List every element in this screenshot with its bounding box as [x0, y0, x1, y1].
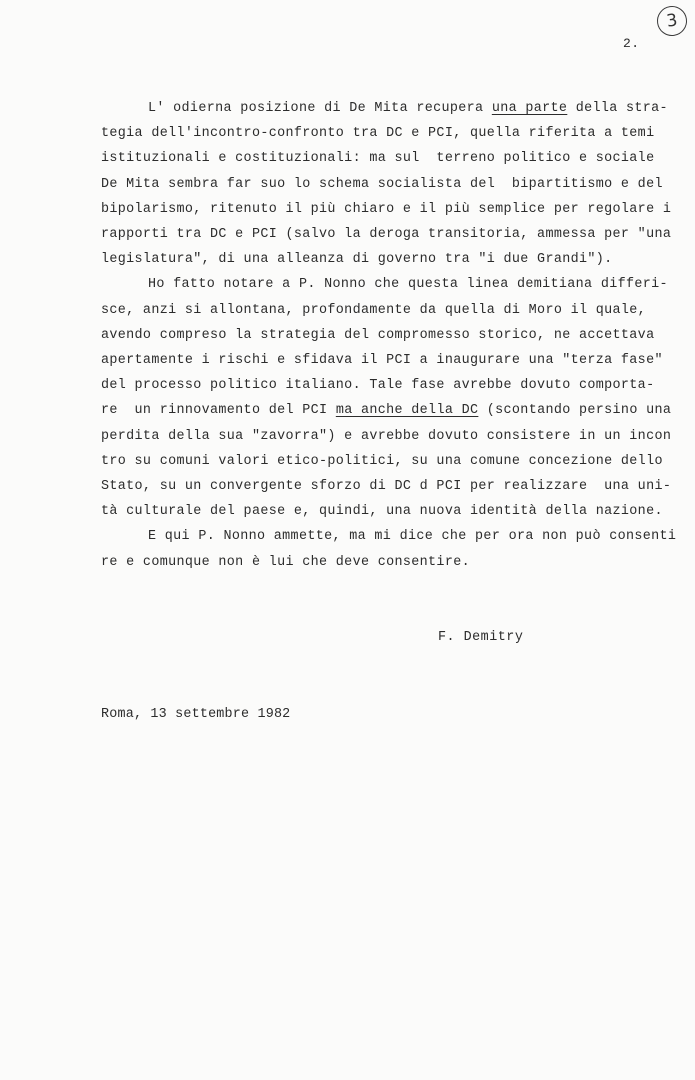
text-line — [101, 201, 671, 219]
text-line — [101, 377, 654, 395]
text-segment: del processo politico italiano. Tale fase avrebbe dovuto comporta- — [101, 378, 655, 394]
text-line — [101, 125, 654, 143]
text-segment: (scontando persino una — [478, 403, 672, 419]
text-segment: L' odierna posizione di De Mita recupera — [148, 101, 492, 116]
text-line — [101, 251, 613, 269]
text-line — [101, 327, 654, 345]
text-line — [101, 176, 663, 194]
text-segment: E qui P. Nonno ammette, ma mi dice che per ora non può consenti — [148, 529, 677, 545]
text-line — [148, 276, 668, 294]
circled-page-marker — [655, 4, 689, 38]
dateline: Roma, 13 settembre 1982 — [101, 707, 291, 722]
text-segment: legislatura", di una alleanza di governo tra "i due Grandi"). — [101, 252, 613, 268]
text-segment: re un rinnovamento del PCI — [101, 403, 336, 419]
text-segment: re e comunque non è lui che deve consentire. — [101, 554, 470, 570]
underlined-text: una parte — [491, 101, 568, 116]
text-line — [101, 453, 663, 471]
text-segment: tà culturale del paese e, quindi, una nuova identità della nazione. — [101, 504, 663, 520]
text-segment: avendo compreso la strategia del compromesso storico, ne accettava — [101, 327, 655, 343]
text-line — [148, 528, 676, 546]
text-line — [101, 226, 671, 244]
text-segment: tegia dell'incontro-confronto tra DC e PCI, quella riferita a temi — [101, 126, 655, 142]
text-line — [101, 478, 671, 496]
text-segment: della stra- — [567, 101, 668, 116]
text-segment: De Mita sembra far suo lo schema socialista del bipartitismo e del — [101, 176, 663, 192]
text-segment: rapporti tra DC e PCI (salvo la deroga transitoria, ammessa per "una — [101, 227, 672, 242]
text-line — [101, 428, 671, 446]
text-segment: Ho fatto notare a P. Nonno che questa linea demitiana differi- — [148, 277, 668, 293]
text-segment: istituzionali e costituzionali: ma sul terreno politico e sociale — [101, 151, 655, 167]
text-line — [101, 352, 663, 370]
signature: F. Demitry — [438, 630, 524, 645]
text-segment: Stato, su un convergente sforzo di DC d PCI per realizzare una uni- — [101, 479, 672, 494]
text-line — [101, 503, 663, 521]
text-segment: bipolarismo, ritenuto il più chiaro e il più semplice per regolare i — [101, 201, 672, 217]
text-line — [101, 150, 654, 168]
underlined-text: ma anche della DC — [335, 403, 479, 419]
text-line — [101, 302, 646, 320]
page-number: 2. — [623, 36, 640, 51]
text-line — [101, 402, 671, 420]
text-line — [101, 554, 470, 572]
text-segment: sce, anzi si allontana, profondamente da quella di Moro il quale, — [101, 302, 647, 318]
circled-page-marker-text: 3 — [665, 10, 679, 32]
text-segment: tro su comuni valori etico-politici, su una comune concezione dello — [101, 453, 663, 469]
text-segment: apertamente i rischi e sfidava il PCI a inaugurare una "terza fase" — [101, 353, 663, 368]
text-segment: perdita della sua "zavorra") e avrebbe dovuto consistere in un incon — [101, 428, 672, 444]
text-line — [148, 100, 668, 118]
